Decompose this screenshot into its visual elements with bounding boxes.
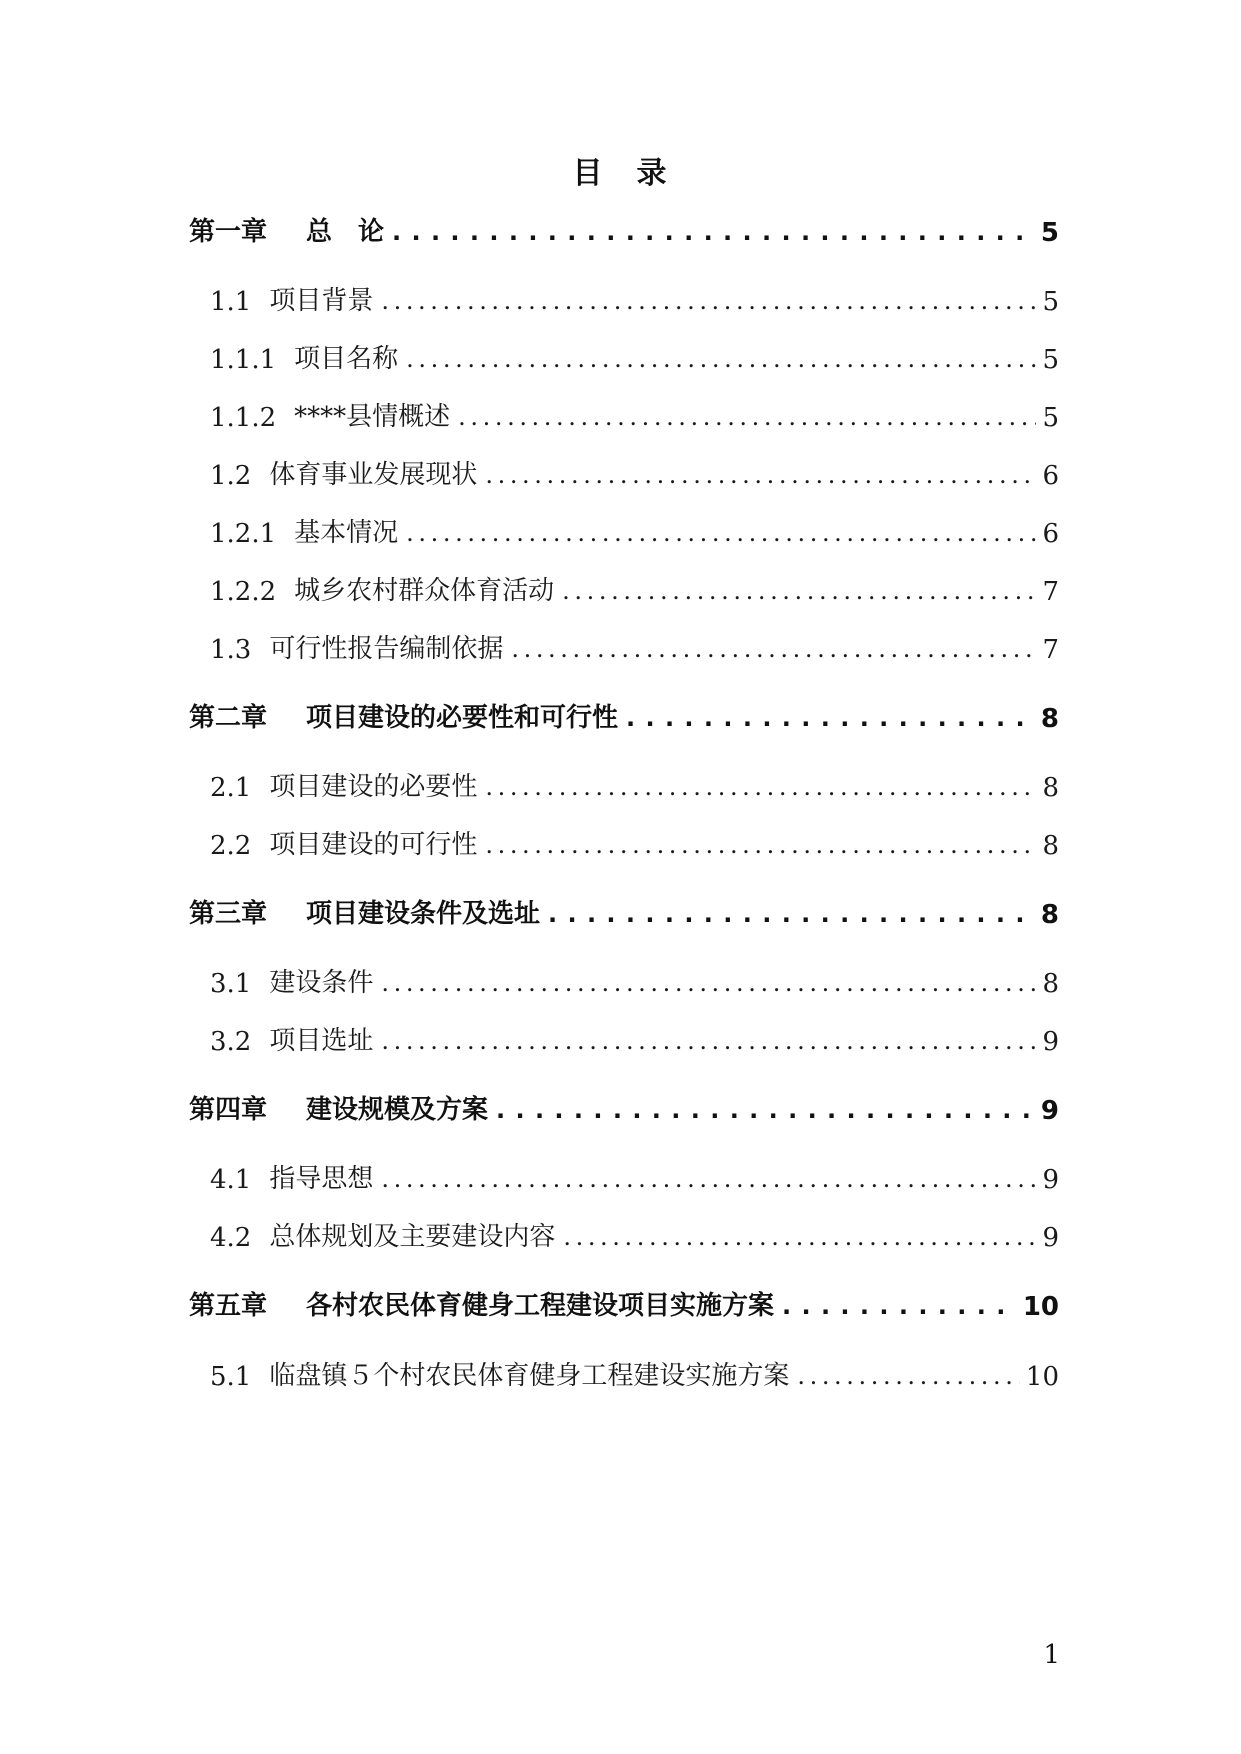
toc-entry-label: ****县情概述: [294, 402, 451, 432]
dot-leader: [485, 833, 1036, 861]
toc-entry-number: 3.2: [210, 1027, 252, 1057]
toc-entry-page: 5: [1042, 287, 1059, 317]
dot-leader: [782, 1294, 1017, 1322]
toc-entry-chapter[interactable]: [189, 212, 1059, 248]
toc-entry-number: 2.1: [210, 773, 252, 803]
toc-entry-number: 第二章: [189, 703, 268, 733]
toc-entry-section[interactable]: [210, 963, 1059, 999]
dot-leader: [548, 902, 1035, 930]
toc-entry-label: 总 论: [306, 217, 385, 247]
toc-entry-label: 体育事业发展现状: [269, 460, 478, 490]
dot-leader: [496, 1098, 1035, 1126]
toc-entry-page: 6: [1042, 519, 1059, 549]
toc-entry-chapter[interactable]: [189, 1090, 1059, 1126]
toc-entry-label: 项目建设的必要性: [269, 772, 478, 802]
toc-entry-label: 基本情况: [294, 518, 399, 548]
toc-entry-section[interactable]: [210, 1356, 1059, 1392]
toc-entry-page: 9: [1042, 1223, 1059, 1253]
toc-entry-number: 4.2: [210, 1223, 252, 1253]
dot-leader: [511, 637, 1036, 665]
toc-entry-number: 1.2.2: [210, 577, 277, 607]
toc-entry-number: 1.2: [210, 461, 252, 491]
toc-entry-number: 第四章: [189, 1095, 268, 1125]
toc-entry-page: 6: [1042, 461, 1059, 491]
toc-entry-number: 第五章: [189, 1291, 268, 1321]
toc-entry-section[interactable]: [210, 1159, 1059, 1195]
toc-entry-label: 项目建设的可行性: [269, 830, 478, 860]
toc-entry-page: 8: [1042, 773, 1059, 803]
toc-entry-page: 5: [1042, 345, 1059, 375]
toc-entry-section[interactable]: [210, 1217, 1059, 1253]
toc-entry-number: 1.1.1: [210, 345, 277, 375]
toc-entry-number: 2.2: [210, 831, 252, 861]
toc-entry-section[interactable]: [210, 767, 1059, 803]
dot-leader: [485, 463, 1036, 491]
toc-entry-number: 第一章: [189, 217, 268, 247]
toc-entry-page: 9: [1042, 1165, 1059, 1195]
toc-entry-label: 项目选址: [269, 1026, 374, 1056]
toc-entry-section[interactable]: [210, 1021, 1059, 1057]
toc-entry-page: 7: [1042, 577, 1059, 607]
toc-entry-section[interactable]: [210, 339, 1059, 375]
toc-entry-section[interactable]: [210, 397, 1059, 433]
dot-leader: [381, 1029, 1036, 1057]
toc-entry-label: 指导思想: [269, 1164, 374, 1194]
toc-entry-page: 10: [1022, 1292, 1059, 1322]
toc-entry-page: 8: [1040, 900, 1059, 930]
toc-entry-section[interactable]: [210, 825, 1059, 861]
toc-entry-label: 可行性报告编制依据: [269, 634, 504, 664]
dot-leader: [392, 220, 1035, 248]
page-number: 1: [1043, 1640, 1060, 1670]
dot-leader: [381, 1167, 1036, 1195]
dot-leader: [626, 706, 1035, 734]
toc-entry-section[interactable]: [210, 571, 1059, 607]
toc-entry-label: 总体规划及主要建设内容: [269, 1222, 556, 1252]
toc-entry-number: 1.3: [210, 635, 252, 665]
toc-entry-chapter[interactable]: [189, 1286, 1059, 1322]
dot-leader: [797, 1364, 1020, 1392]
toc-entry-label: 建设条件: [269, 968, 374, 998]
toc-entry-label: 建设规模及方案: [306, 1095, 489, 1125]
toc-entry-number: 1.1.2: [210, 403, 277, 433]
dot-leader: [563, 1225, 1036, 1253]
toc-entry-label: 项目背景: [269, 286, 374, 316]
toc-entry-page: 10: [1025, 1362, 1059, 1392]
toc-title: 目 录: [572, 156, 669, 191]
dot-leader: [406, 347, 1036, 375]
toc-entry-number: 1.1: [210, 287, 252, 317]
toc-entry-label: 城乡农村群众体育活动: [294, 576, 555, 606]
toc-entry-label: 临盘镇５个村农民体育健身工程建设实施方案: [269, 1361, 790, 1391]
dot-leader: [485, 775, 1036, 803]
dot-leader: [381, 971, 1036, 999]
toc-entry-label: 项目建设的必要性和可行性: [306, 703, 619, 733]
toc-entry-section[interactable]: [210, 513, 1059, 549]
toc-entry-number: 1.2.1: [210, 519, 277, 549]
toc-entry-number: 4.1: [210, 1165, 252, 1195]
toc-entry-number: 3.1: [210, 969, 252, 999]
toc-entry-label: 项目建设条件及选址: [306, 899, 541, 929]
dot-leader: [406, 521, 1036, 549]
toc-entry-page: 8: [1042, 831, 1059, 861]
toc-entry-number: 第三章: [189, 899, 268, 929]
toc-entry-number: 5.1: [210, 1362, 252, 1392]
toc-entry-page: 8: [1042, 969, 1059, 999]
toc-entry-page: 5: [1042, 403, 1059, 433]
toc-entry-label: 各村农民体育健身工程建设项目实施方案: [306, 1291, 775, 1321]
toc-entry-page: 5: [1040, 218, 1059, 248]
toc-entry-section[interactable]: [210, 281, 1059, 317]
dot-leader: [458, 405, 1036, 433]
dot-leader: [381, 289, 1036, 317]
toc-entry-page: 7: [1042, 635, 1059, 665]
toc-entry-chapter[interactable]: [189, 894, 1059, 930]
toc-entry-section[interactable]: [210, 629, 1059, 665]
toc-entry-label: 项目名称: [294, 344, 399, 374]
toc-entry-page: 9: [1042, 1027, 1059, 1057]
toc-entry-chapter[interactable]: [189, 698, 1059, 734]
toc-entry-page: 8: [1040, 704, 1059, 734]
toc-entry-page: 9: [1040, 1096, 1059, 1126]
dot-leader: [562, 579, 1036, 607]
toc-entry-section[interactable]: [210, 455, 1059, 491]
